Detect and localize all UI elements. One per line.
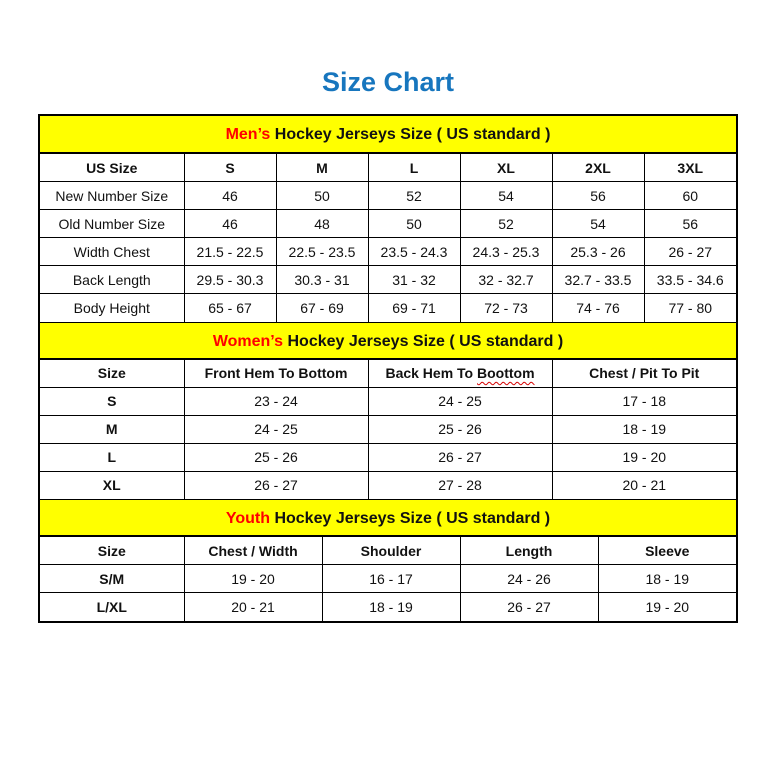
- size-value: 54: [460, 182, 552, 210]
- column-header: Chest / Width: [184, 537, 322, 565]
- table-row: [40, 182, 736, 210]
- size-value: 32 - 32.7: [460, 266, 552, 294]
- column-header: Size: [40, 537, 184, 565]
- size-value: 26 - 27: [460, 593, 598, 621]
- size-value: 77 - 80: [644, 294, 736, 322]
- header-row: [40, 359, 736, 387]
- column-header: Shoulder: [322, 537, 460, 565]
- youth-banner-highlight: Youth: [225, 510, 270, 527]
- size-value: 25 - 26: [368, 415, 552, 443]
- column-header: Front Hem To Bottom: [184, 359, 368, 387]
- row-label: L/XL: [40, 593, 184, 621]
- size-value: 20 - 21: [184, 593, 322, 621]
- size-value: 74 - 76: [552, 294, 644, 322]
- size-value: 21.5 - 22.5: [184, 238, 276, 266]
- row-label: New Number Size: [40, 182, 184, 210]
- size-value: 69 - 71: [368, 294, 460, 322]
- size-value: 67 - 69: [276, 294, 368, 322]
- row-label: Width Chest: [40, 238, 184, 266]
- size-value: 16 - 17: [322, 565, 460, 593]
- size-value: 30.3 - 31: [276, 266, 368, 294]
- column-header: Size: [40, 359, 184, 387]
- mens-section: [40, 116, 736, 322]
- size-value: 52: [460, 210, 552, 238]
- size-value: 20 - 21: [552, 471, 736, 499]
- womens-section: [40, 322, 736, 500]
- size-value: 25.3 - 26: [552, 238, 644, 266]
- table-row: [40, 593, 736, 621]
- row-label: XL: [40, 471, 184, 499]
- row-label: L: [40, 443, 184, 471]
- mens-banner-highlight: Men’s: [225, 126, 271, 143]
- misspelled-word: Boottom: [477, 365, 535, 381]
- row-label: Body Height: [40, 294, 184, 322]
- size-value: 50: [276, 182, 368, 210]
- size-value: 27 - 28: [368, 471, 552, 499]
- column-header: US Size: [40, 154, 184, 182]
- size-value: 65 - 67: [184, 294, 276, 322]
- size-value: 48: [276, 210, 368, 238]
- mens-size-table: [40, 153, 736, 322]
- column-header: L: [368, 154, 460, 182]
- womens-section-banner: [40, 322, 736, 359]
- youth-section: [40, 499, 736, 621]
- row-label: M: [40, 415, 184, 443]
- size-value: 60: [644, 182, 736, 210]
- column-header: Sleeve: [598, 537, 736, 565]
- column-header: 3XL: [644, 154, 736, 182]
- size-value: 18 - 19: [598, 565, 736, 593]
- header-row: [40, 537, 736, 565]
- size-value: 32.7 - 33.5: [552, 266, 644, 294]
- table-row: [40, 210, 736, 238]
- size-value: 19 - 20: [552, 443, 736, 471]
- column-header: [368, 359, 552, 387]
- size-value: 52: [368, 182, 460, 210]
- womens-banner-highlight: Women’s: [212, 332, 284, 350]
- size-value: 46: [184, 210, 276, 238]
- size-value: 50: [368, 210, 460, 238]
- table-row: [40, 471, 736, 499]
- size-value: 26 - 27: [644, 238, 736, 266]
- size-value: 24 - 25: [184, 415, 368, 443]
- mens-banner-text: Hockey Jerseys Size ( US standard ): [270, 126, 551, 143]
- table-row: [40, 415, 736, 443]
- row-label: S: [40, 387, 184, 415]
- size-value: 56: [644, 210, 736, 238]
- column-header-text: Back Hem To: [385, 365, 477, 381]
- column-header: S: [184, 154, 276, 182]
- size-value: 26 - 27: [184, 471, 368, 499]
- column-header: M: [276, 154, 368, 182]
- size-value: 18 - 19: [552, 415, 736, 443]
- youth-size-table: [40, 536, 736, 621]
- size-value: 23 - 24: [184, 387, 368, 415]
- size-value: 17 - 18: [552, 387, 736, 415]
- size-value: 31 - 32: [368, 266, 460, 294]
- size-value: 24 - 25: [368, 387, 552, 415]
- womens-size-table: [40, 359, 736, 500]
- column-header: XL: [460, 154, 552, 182]
- table-row: [40, 294, 736, 322]
- size-value: 19 - 20: [184, 565, 322, 593]
- column-header: Length: [460, 537, 598, 565]
- size-value: 54: [552, 210, 644, 238]
- size-value: 18 - 19: [322, 593, 460, 621]
- table-row: [40, 443, 736, 471]
- size-value: 26 - 27: [368, 443, 552, 471]
- table-row: [40, 266, 736, 294]
- header-row: [40, 154, 736, 182]
- table-row: [40, 238, 736, 266]
- row-label: Old Number Size: [40, 210, 184, 238]
- youth-banner-text: Hockey Jerseys Size ( US standard ): [270, 510, 551, 527]
- size-value: 19 - 20: [598, 593, 736, 621]
- column-header: Chest / Pit To Pit: [552, 359, 736, 387]
- size-value: 56: [552, 182, 644, 210]
- size-value: 24 - 26: [460, 565, 598, 593]
- size-value: 22.5 - 23.5: [276, 238, 368, 266]
- size-value: 23.5 - 24.3: [368, 238, 460, 266]
- size-value: 33.5 - 34.6: [644, 266, 736, 294]
- size-value: 46: [184, 182, 276, 210]
- table-row: [40, 387, 736, 415]
- page-title: Size Chart: [321, 67, 455, 97]
- size-value: 24.3 - 25.3: [460, 238, 552, 266]
- column-header: 2XL: [552, 154, 644, 182]
- size-value: 29.5 - 30.3: [184, 266, 276, 294]
- size-value: 25 - 26: [184, 443, 368, 471]
- row-label: Back Length: [40, 266, 184, 294]
- row-label: S/M: [40, 565, 184, 593]
- size-value: 72 - 73: [460, 294, 552, 322]
- size-chart-table: [38, 114, 738, 623]
- youth-section-banner: [40, 499, 736, 536]
- table-row: [40, 565, 736, 593]
- mens-section-banner: [40, 116, 736, 153]
- womens-banner-text: Hockey Jerseys Size ( US standard ): [283, 332, 564, 350]
